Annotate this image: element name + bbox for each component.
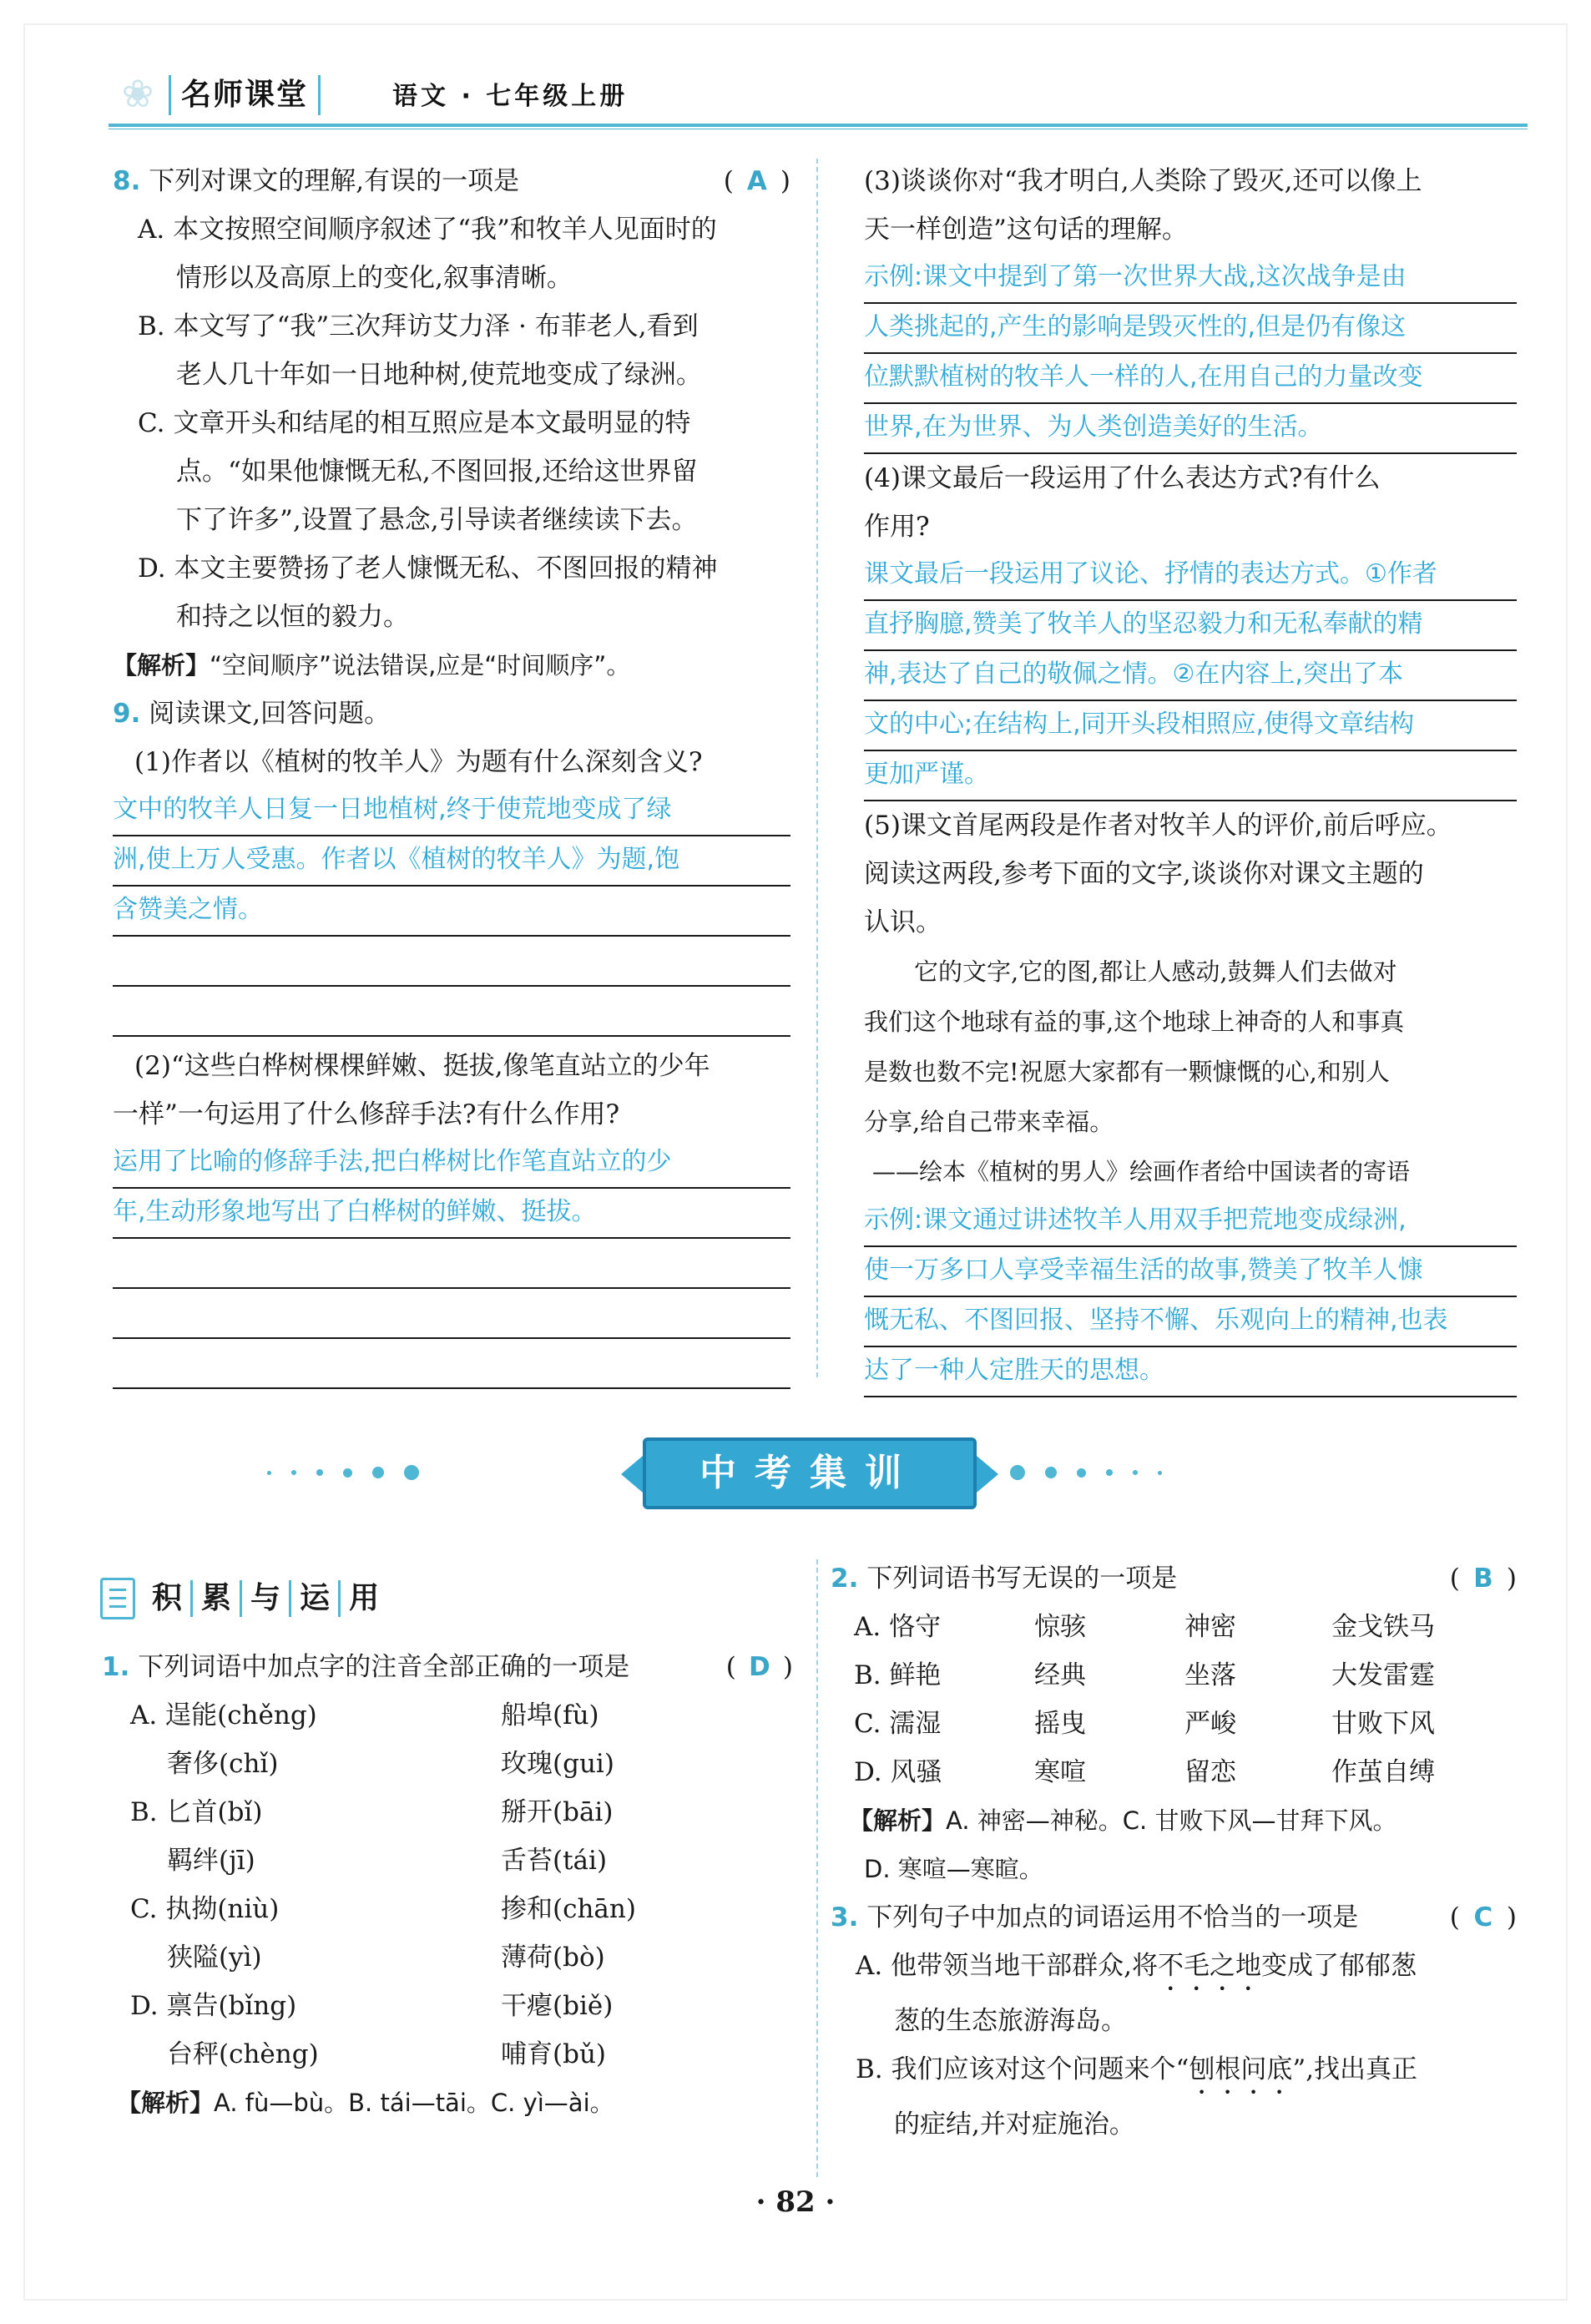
question-9-stem: 9. 阅读课文,回答问题。 <box>113 699 391 729</box>
section-banner <box>234 1427 1357 1519</box>
question-2-stem: 2. 下列词语书写无误的一项是 ( B ) <box>831 1554 1517 1603</box>
banner-dots-left <box>267 1463 419 1483</box>
question-8-option-a: A. 本文按照空间顺序叙述了“我”和牧羊人见面时的 <box>138 215 717 245</box>
question-9-3: (3)谈谈你对“我才明白,人类除了毁灭,还可以像上 <box>864 166 1422 196</box>
column-divider-bottom <box>816 1559 818 2177</box>
question-9-2-answer: 运用了比喻的修辞手法,把白桦树比作笔直站立的少 年,生动形象地写出了白桦树的鲜嫩、挺拔。 <box>113 1139 790 1389</box>
question-8-stem: 8. 下列对课文的理解,有误的一项是 ( A ) <box>113 157 790 205</box>
page-number: · 82 · <box>755 2185 836 2219</box>
answer-bracket: ( A ) <box>724 157 790 205</box>
column-divider-top <box>816 159 818 1377</box>
subject-title: 语文 · 七年级上册 <box>392 82 629 111</box>
question-3-answer: C <box>1473 1902 1493 1932</box>
question-8-answer: A <box>746 166 767 196</box>
question-9-4-answer: 课文最后一段运用了议论、抒情的表达方式。①作者 直抒胸臆,赞美了牧羊人的坚忍毅力和无私奉献的精 神,表达了自己的敬佩之情。②在内容上,突出了本 文的中心;在结构上,同开头段相照应,使得文章结构 更加严谨。 <box>864 551 1517 801</box>
right-column-top: (3)谈谈你对“我才明白,人类除了毁灭,还可以像上 天一样创造”这句话的理解。 示例:课文中提到了第一次世界大战,这次战争是由 人类挑起的,产生的影响是毁灭性的,但是仍有像这 位默默植树的牧羊人一样的人,在用自己的力量改变 世界,在为世界、为人类创造美好的生活。 (4)课文最后一段运用了什么表达方式?有什么 作用? 课文最后一段运用了议论、抒情的表达方式。①作者 直抒胸臆,赞美了牧羊人的坚忍毅力和无私奉献的精 神,表达了自己的敬佩之情。②在内容上,突出了本 文的中心;在结构上,同开头段相照应,使得文章结构 更加严谨。 (5)课文首尾两段是作者对牧羊人的评价,前后呼应。 阅读这两段,参考下面的文字,谈谈你对课文主题的 认识。 它的文字,它的图,都让人感动,鼓舞人们去做对 我们这个地球有益的事,这个地球上神奇的人和事真 是数也数不完!祝愿大家都有一颗慷慨的心,和别人 分享,给自己带来幸福。 ——绘本《植树的男人》绘画作者给中国读者的寄语 示例:课文通过讲述牧羊人用双手把荒地变成绿洲, 使一万多口人享受幸福生活的故事,赞美了牧羊人慷 慨无私、不图回报、坚持不懈、乐观向上的精神,也表 达了一种人定胜天的思想。 <box>864 157 1517 1397</box>
question-9-3-answer: 示例:课文中提到了第一次世界大战,这次战争是由 人类挑起的,产生的影响是毁灭性的,但是仍有像这 位默默植树的牧羊人一样的人,在用自己的力量改变 世界,在为世界、为人类创造美好的生活。 <box>864 254 1517 454</box>
question-9-5: (5)课文首尾两段是作者对牧羊人的评价,前后呼应。 <box>864 811 1452 841</box>
banner-dots-right <box>1010 1463 1162 1483</box>
right-column-bottom: 2. 下列词语书写无误的一项是 ( B ) A. 恪守 惊骇 神密 金戈铁马 B. 鲜艳 经典 坐落 大发雷霆 C. 濡湿 摇曳 严峻 甘败下风 D. 风骚 寒喧 留恋 作茧自缚 【解析】A. 神密—神秘。C. 甘败下风—甘拜下风。 D. 寒喧—寒暄。 3. 下列句子中加点的词语运用不恰当的一项是 ( C ) A. 他带领当地干部群众,将不毛之地变成了郁郁葱 葱的生态旅游海岛。 B. 我们应该对这个问题来个“刨根问底”,找出真正 的症结,并对症施治。 <box>831 1554 1517 2149</box>
quote-source: ——绘本《植树的男人》绘画作者给中国读者的寄语 <box>872 1158 1411 1185</box>
question-9-1-answer: 文中的牧羊人日复一日地植树,终于使荒地变成了绿 洲,使上万人受惠。作者以《植树的牧羊人》为题,饱 含赞美之情。 <box>113 786 790 1037</box>
left-column-top: 8. 下列对课文的理解,有误的一项是 ( A ) A. 本文按照空间顺序叙述了“我”和牧羊人见面时的 情形以及高原上的变化,叙事清晰。 B. 本文写了“我”三次拜访艾力泽 · 布菲老人,看到 老人几十年如一日地种树,使荒地变成了绿洲。 C. 文章开头和结尾的相互照应是本文最明显的特 点。“如果他慷慨无私,不图回报,还给这世界留 下了许多”,设置了悬念,引导读者继续读下去。 D. 本文主要赞扬了老人慷慨无私、不图回报的精神 和持之以恒的毅力。 【解析】“空间顺序”说法错误,应是“时间顺序”。 9. 阅读课文,回答问题。 (1)作者以《植树的牧羊人》为题有什么深刻含义? 文中的牧羊人日复一日地植树,终于使荒地变成了绿 洲,使上万人受惠。作者以《植树的牧羊人》为题,饱 含赞美之情。 (2)“这些白桦树棵棵鲜嫩、挺拔,像笔直站立的少年 一样”一句运用了什么修辞手法?有什么作用? 运用了比喻的修辞手法,把白桦树比作笔直站立的少 年,生动形象地写出了白桦树的鲜嫩、挺拔。 <box>113 157 790 1389</box>
banner-title: 中考集训 <box>643 1437 977 1509</box>
question-2-answer: B <box>1473 1564 1493 1594</box>
notebook-icon <box>100 1578 135 1619</box>
question-9-2: (2)“这些白桦树棵棵鲜嫩、挺拔,像笔直站立的少年 <box>134 1051 710 1081</box>
question-8-analysis: 【解析】“空间顺序”说法错误,应是“时间顺序”。 <box>113 651 631 680</box>
question-8-option-b: B. 本文写了“我”三次拜访艾力泽 · 布菲老人,看到 <box>138 311 699 341</box>
question-3-option-b: B. 我们应该对这个问题来个“刨根问底”,找出真正 <box>856 2054 1418 2084</box>
question-8-option-d: D. 本文主要赞扬了老人慷慨无私、不图回报的精神 <box>138 553 718 584</box>
question-1-stem: 1. 下列词语中加点字的注音全部正确的一项是 ( D ) <box>100 1643 793 1691</box>
series-brand: 名师课堂 <box>169 75 321 115</box>
question-9-4: (4)课文最后一段运用了什么表达方式?有什么 <box>864 463 1381 493</box>
question-2-options: A. 恪守 惊骇 神密 金戈铁马 B. 鲜艳 经典 坐落 大发雷霆 C. 濡湿 摇曳 严峻 甘败下风 D. 风骚 寒喧 留恋 作茧自缚 <box>854 1612 1435 1787</box>
question-9-5-answer: 示例:课文通过讲述牧羊人用双手把荒地变成绿洲, 使一万多口人享受幸福生活的故事,赞美了牧羊人慷 慨无私、不图回报、坚持不懈、乐观向上的精神,也表 达了一种人定胜天的思想。 <box>864 1197 1517 1397</box>
question-3-option-a: A. 他带领当地干部群众,将不毛之地变成了郁郁葱 <box>856 1951 1417 1981</box>
header-rule <box>109 124 1528 127</box>
page-header <box>109 65 1528 124</box>
question-8-option-c: C. 文章开头和结尾的相互照应是本文最明显的特 <box>138 408 691 438</box>
question-1-answer: D <box>749 1652 770 1682</box>
question-2-analysis: 【解析】A. 神密—神秘。C. 甘败下风—甘拜下风。 <box>849 1806 1397 1835</box>
reference-quote: 它的文字,它的图,都让人感动,鼓舞人们去做对 我们这个地球有益的事,这个地球上神奇的人和事真 是数也数不完!祝愿大家都有一颗慷慨的心,和别人 分享,给自己带来幸福。 ——绘本《植树的男人》绘画作者给中国读者的寄语 <box>864 947 1517 1197</box>
question-1-options: A. 逞能(chěng) 船埠(fù) 奢侈(chǐ) 玫瑰(gui) B. 匕首(bǐ) 掰开(bāi) 羁绊(jī) 舌苔(tái) C. 执拗(niù) 掺和(chān) 狭隘(yì) 薄荷(bò) D. 禀告(bǐng) 干瘪(biě) 台秤(chèng) 哺育(bǔ) <box>130 1700 636 2069</box>
section-heading: 积 累 与 运 用 <box>100 1569 793 1628</box>
book-logo-icon: ❀ <box>121 71 154 116</box>
question-1-analysis: 【解析】A. fù—bù。B. tái—tāi。C. yì—ài。 <box>117 2089 614 2117</box>
question-3-stem: 3. 下列句子中加点的词语运用不恰当的一项是 ( C ) <box>831 1893 1517 1942</box>
left-column-bottom <box>100 1569 793 2127</box>
question-9-1: (1)作者以《植树的牧羊人》为题有什么深刻含义? <box>134 747 703 777</box>
